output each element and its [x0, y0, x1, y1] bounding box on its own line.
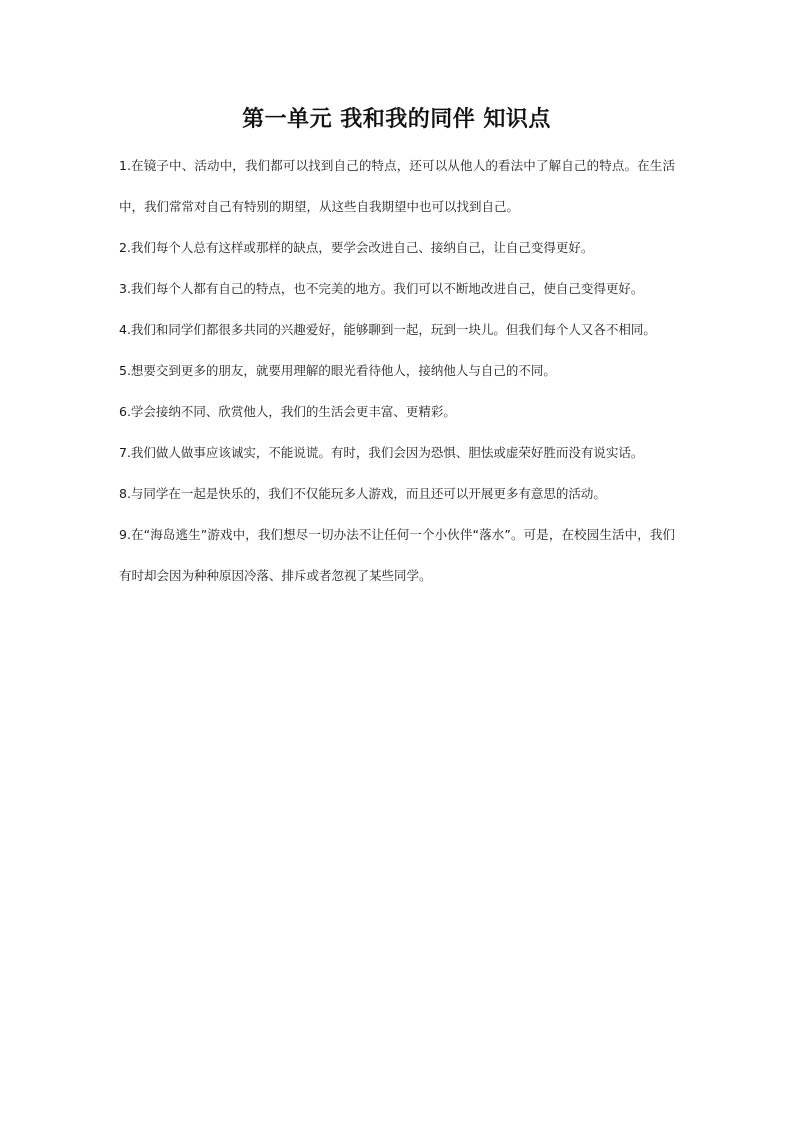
- paragraph-9: 9.在“海岛逃生”游戏中，我们想尽一切办法不让任何一个小伙伴“落水”。可是，在校园生活中，我们有时却会因为种种原因冷落、排斥或者忽视了某些同学。: [119, 527, 675, 583]
- document-body: [119, 145, 675, 596]
- paragraph-4: 4.我们和同学们都很多共同的兴趣爱好，能够聊到一起，玩到一块儿。但我们每个人又各不相同。: [119, 322, 656, 337]
- paragraph-1: 1.在镜子中、活动中，我们都可以找到自己的特点，还可以从他人的看法中了解自己的特点。在生活中，我们常常对自己有特别的期望，从这些自我期望中也可以找到自己。: [119, 158, 675, 214]
- paragraph-6: 6.学会接纳不同、欣赏他人，我们的生活会更丰富、更精彩。: [119, 404, 456, 419]
- paragraph-2: 2.我们每个人总有这样或那样的缺点，要学会改进自己、接纳自己，让自己变得更好。: [119, 240, 594, 255]
- document-title: 第一单元 我和我的同伴 知识点: [242, 107, 551, 132]
- paragraph-7: 7.我们做人做事应该诚实，不能说谎。有时，我们会因为恐惧、胆怯或虚荣好胜而没有说实话。: [119, 445, 644, 460]
- paragraph-3: 3.我们每个人都有自己的特点，也不完美的地方。我们可以不断地改进自己，使自己变得更好。: [119, 281, 644, 296]
- paragraph-5: 5.想要交到更多的朋友，就要用理解的眼光看待他人，接纳他人与自己的不同。: [119, 363, 556, 378]
- paragraph-8: 8.与同学在一起是快乐的，我们不仅能玩多人游戏，而且还可以开展更多有意思的活动。: [119, 486, 606, 501]
